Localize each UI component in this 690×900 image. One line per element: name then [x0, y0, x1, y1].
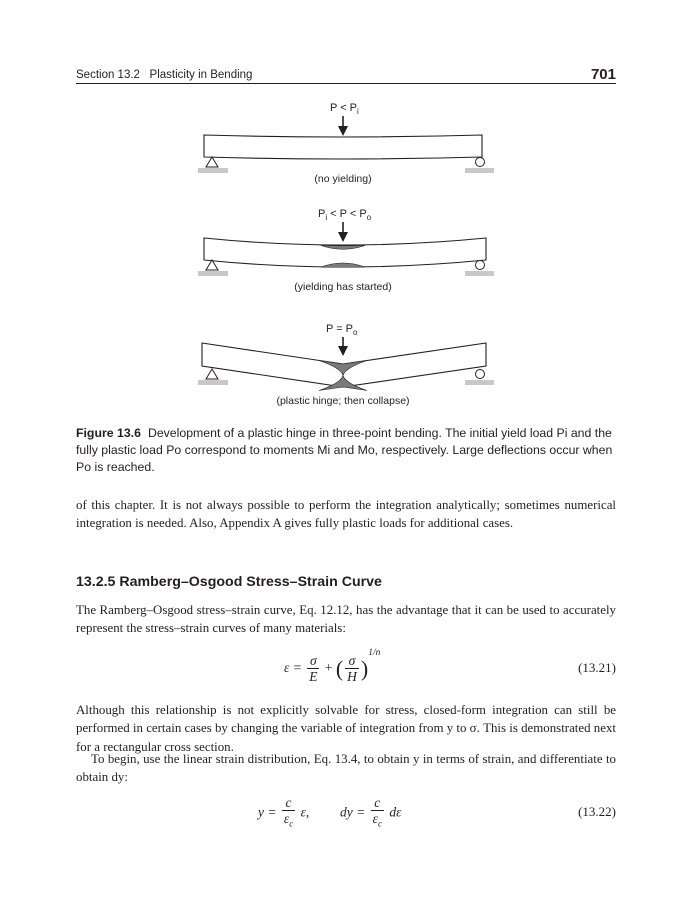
diagram-caption-2: (yielding has started) [294, 281, 392, 293]
eq2-dfrac-den-eps: ε [372, 811, 378, 826]
load-arrow-3 [338, 337, 348, 356]
eq1-frac2-num: σ [345, 654, 359, 669]
diagram-plastic-hinge [198, 323, 494, 407]
roller-support-right-1 [465, 158, 494, 174]
equation-13-21-expression [284, 647, 381, 684]
eq2-dfrac-den [371, 811, 384, 831]
eq2-deps: dε [389, 804, 402, 820]
eq1-plus: + [324, 660, 333, 676]
eq2-fraction-c-epsc [282, 796, 295, 831]
eq2-y: y = [258, 804, 277, 820]
load-arrow-1 [338, 116, 348, 136]
eq2-frac-num: c [282, 796, 295, 811]
roller-support-right-2 [465, 261, 494, 277]
eq2-fraction-c-epsc-diff [371, 796, 384, 831]
load-arrow-2 [338, 222, 348, 242]
paragraph-closed-form: Although this relationship is not explicitly solvable for stress, closed-form integration can still be performed in certain cases by changing the variable of integration from y to σ. This is demonstrated next for a rectangular cross section. [76, 703, 616, 754]
paragraph-to-begin: To begin, use the linear strain distribution, Eq. 13.4, to obtain y in terms of strain, and differentiate to obtain dy: [76, 752, 616, 785]
roller-support-right-3 [465, 370, 494, 386]
eq2-dfrac-num: c [371, 796, 384, 811]
eq1-fraction-sigma-h [345, 654, 359, 684]
eq2-frac-den-eps: ε [283, 811, 290, 826]
beam-2 [204, 238, 486, 267]
figure-caption-label: Figure 13.6 [76, 426, 141, 440]
load-label-3: $P = P_o$ [326, 323, 358, 337]
equation-number-13-21: (13.21) [578, 660, 616, 675]
section-title: Section 13.2 Plasticity in Bending [76, 69, 253, 81]
eq1-fraction-sigma-e [307, 654, 319, 684]
diagram-no-yielding [198, 102, 494, 185]
diagram-caption-3: (plastic hinge; then collapse) [276, 395, 410, 407]
paragraph-ramberg-osgood-intro: The Ramberg–Osgood stress–strain curve, Eq. 12.12, has the advantage that it can be used to accurately represent the stress–strain curves of many materials: [76, 603, 616, 636]
paragraph-continued: of this chapter. It is not always possible to perform the integration analytically; sometimes numerical integration is needed. Also, Appendix A gives fully plastic loads for additional cases. [76, 498, 616, 531]
eq2-frac-den [282, 811, 295, 831]
load-label-2: $P_i < P < P_o$ [318, 208, 372, 222]
equation-13-21 [76, 648, 616, 692]
figure-caption-text: Development of a plastic hinge in three-point bending. The initial yield load Pi and the fully plastic load Po correspond to moments Mi and Mo, respectively. Large deflections occur when Po is reached. [76, 426, 613, 474]
section-heading: 13.2.5 Ramberg–Osgood Stress–Strain Curve [76, 574, 382, 590]
equation-number-13-22: (13.22) [578, 804, 616, 819]
eq1-frac-den: E [309, 669, 318, 684]
eq2-dy: dy = [340, 804, 366, 820]
pin-support-left-2 [198, 260, 228, 276]
eq2-dfrac-den-sub: c [377, 818, 382, 829]
pin-support-left-1 [198, 157, 228, 173]
beam-1 [204, 135, 482, 159]
eq1-lhs: ε = [284, 660, 302, 676]
page-number: 701 [590, 66, 616, 83]
eq2-eps: ε, [300, 804, 310, 820]
eq1-frac-num: σ [307, 654, 319, 669]
diagram-caption-1: (no yielding) [314, 173, 372, 185]
eq1-right-paren: ) [360, 656, 369, 681]
load-label-1: $P < P_i$ [330, 102, 359, 116]
eq2-frac-den-sub: c [289, 818, 294, 829]
equation-13-22-expression [258, 796, 401, 831]
pin-support-left-3 [198, 369, 228, 385]
eq1-exponent: 1/n [368, 647, 381, 658]
header-rule [76, 83, 616, 84]
equation-13-22 [76, 794, 616, 838]
figure-caption [76, 425, 616, 476]
figure-plastic-hinge [0, 90, 690, 420]
diagram-yielding-started [198, 208, 494, 293]
eq1-left-paren: ( [335, 656, 344, 681]
eq1-frac2-den: H [347, 669, 357, 684]
